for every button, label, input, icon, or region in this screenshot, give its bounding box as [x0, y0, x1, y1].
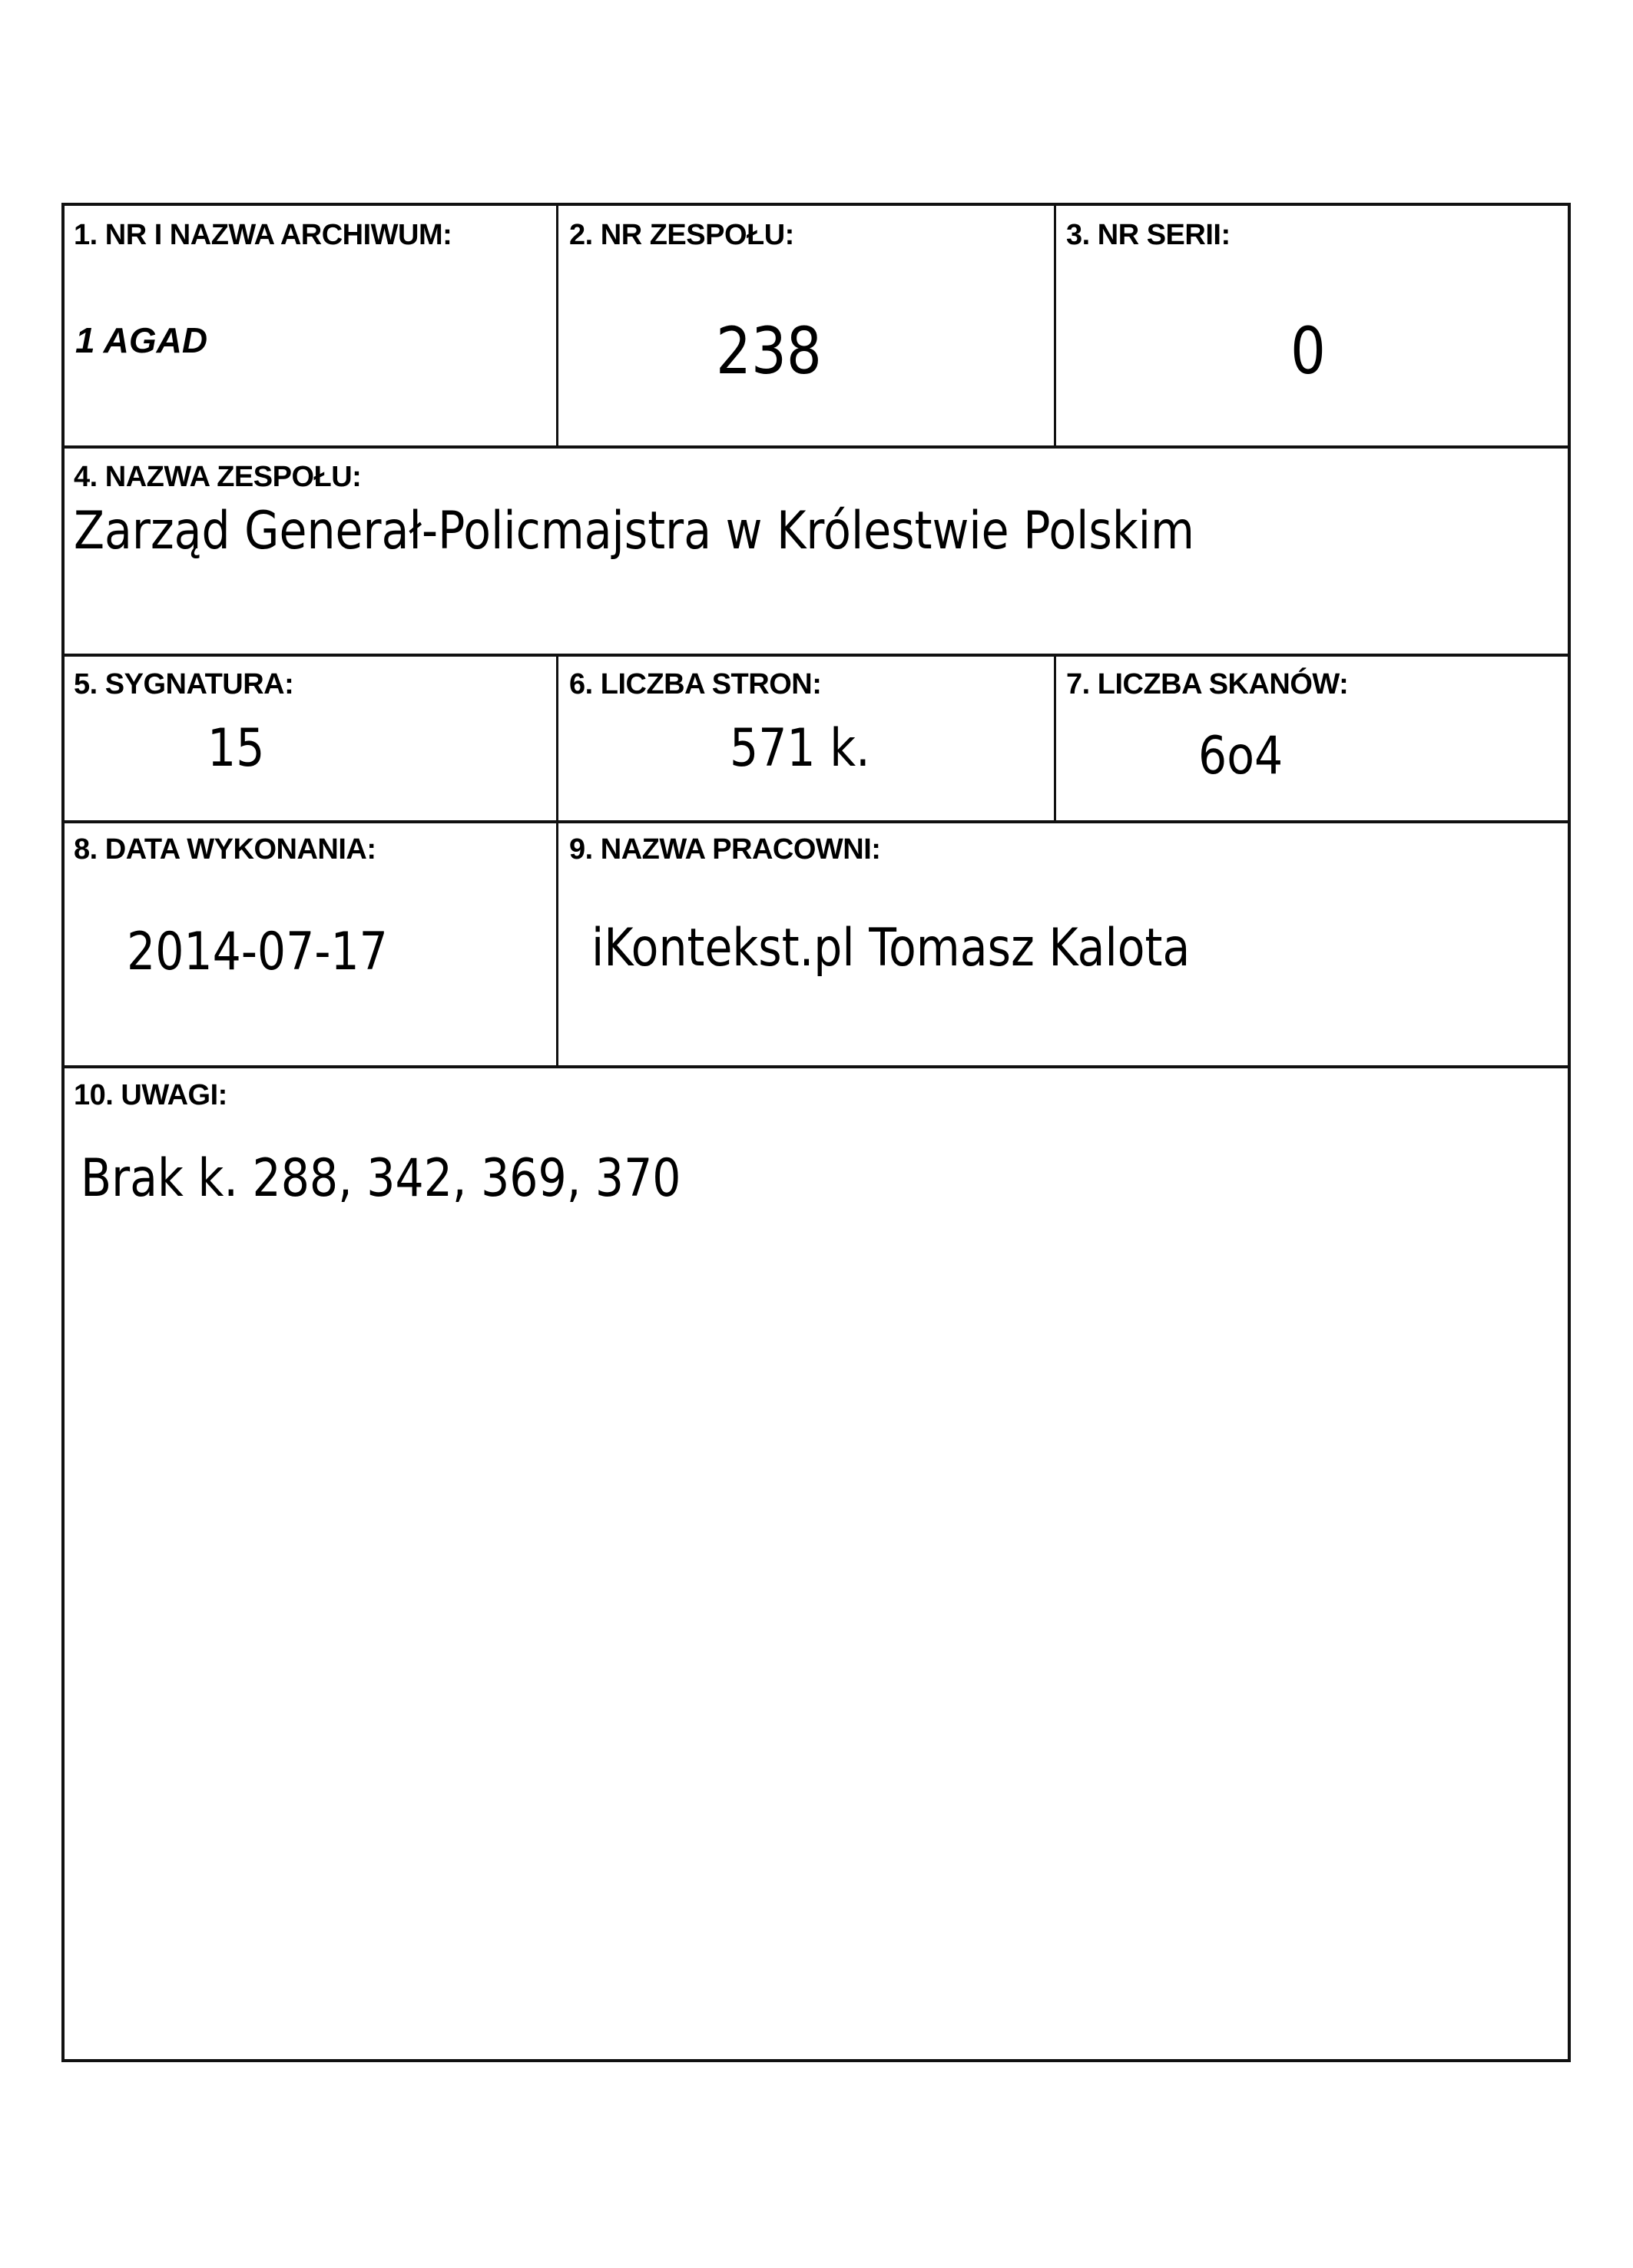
page-count-value: 571 k. — [730, 718, 870, 779]
column-divider — [556, 203, 558, 447]
remarks-label: 10. UWAGI: — [74, 1079, 227, 1111]
column-divider — [556, 654, 558, 823]
execution-date-value: 2014-07-17 — [127, 922, 388, 982]
workshop-name-value: iKontekst.pl Tomasz Kalota — [591, 918, 1191, 978]
column-divider — [556, 820, 558, 1068]
page-count-label: 6. LICZBA STRON: — [569, 668, 822, 700]
row-divider — [61, 445, 1571, 449]
fond-name-value: Zarząd Generał-Policmajstra w Królestwie Polskim — [74, 501, 1194, 561]
row-divider — [61, 654, 1571, 657]
column-divider — [1054, 203, 1056, 447]
scan-count-value: 6o4 — [1198, 726, 1284, 786]
archive-label: 1. NR I NAZWA ARCHIWUM: — [74, 219, 452, 251]
series-number-value: 0 — [1290, 313, 1326, 389]
row-divider — [61, 820, 1571, 823]
fond-number-value: 238 — [716, 313, 822, 389]
series-number-label: 3. NR SERII: — [1066, 219, 1231, 251]
fond-name-label: 4. NAZWA ZESPOŁU: — [74, 461, 362, 493]
execution-date-label: 8. DATA WYKONANIA: — [74, 833, 376, 866]
workshop-name-label: 9. NAZWA PRACOWNI: — [569, 833, 881, 866]
fond-number-label: 2. NR ZESPOŁU: — [569, 219, 794, 251]
row-divider — [61, 1065, 1571, 1068]
remarks-value: Brak k. 288, 342, 369, 370 — [81, 1148, 681, 1209]
scan-count-label: 7. LICZBA SKANÓW: — [1066, 668, 1349, 700]
signature-value: 15 — [207, 718, 265, 779]
column-divider — [1054, 654, 1056, 823]
signature-label: 5. SYGNATURA: — [74, 668, 294, 700]
archive-value: 1 AGAD — [75, 320, 208, 360]
